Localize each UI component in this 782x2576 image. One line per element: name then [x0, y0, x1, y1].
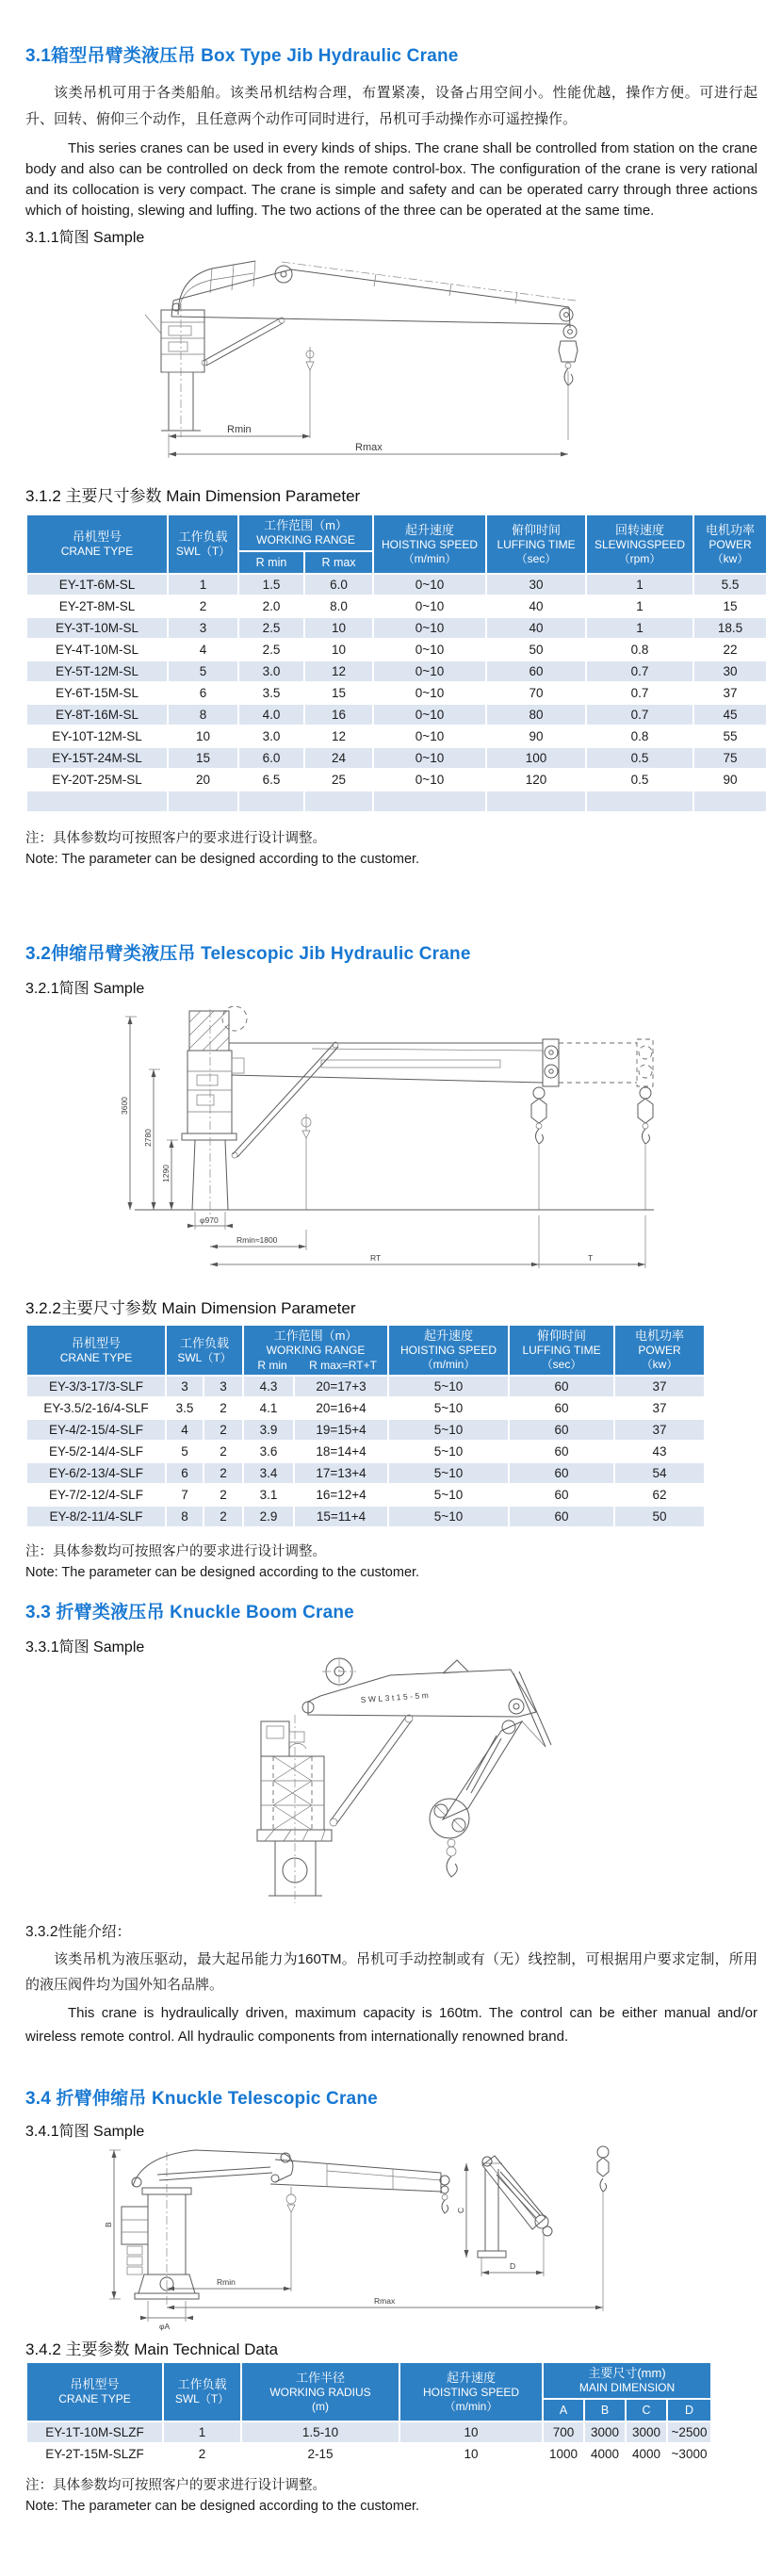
table-cell: ~3000 [667, 2443, 711, 2465]
table-cell: 62 [614, 1484, 705, 1506]
table-cell: 0~10 [373, 595, 486, 617]
table-cell: 16=12+4 [294, 1484, 388, 1506]
table-cell: 2 [204, 1506, 243, 1527]
table-cell: 43 [614, 1441, 705, 1462]
table-cell: 2.9 [243, 1506, 294, 1527]
table-cell: 3 [166, 1376, 204, 1397]
col-r-min: R min [257, 1359, 287, 1372]
table-cell: 60 [509, 1397, 614, 1419]
note-en: Note: The parameter can be designed according to the customer. [25, 1565, 420, 1580]
table-cell: 7 [166, 1484, 204, 1506]
table-cell: 2.0 [238, 595, 304, 617]
table-cell: EY-4/2-15/4-SLF [26, 1419, 166, 1441]
table-cell: 0.5 [586, 769, 693, 791]
table-header [26, 514, 767, 574]
table-cell: 10 [399, 2421, 543, 2443]
col-r-max: R max=RT+T [309, 1359, 377, 1372]
dim-label-d: D [510, 2261, 516, 2271]
table-cell: 4.0 [238, 704, 304, 726]
table-cell: EY-15T-24M-SL [26, 747, 168, 769]
table-cell: 30 [693, 660, 767, 682]
table-cell: 5 [168, 660, 238, 682]
table-cell: 60 [509, 1462, 614, 1484]
table-cell: 3 [168, 617, 238, 639]
table-cell: 80 [486, 704, 586, 726]
table-body [26, 1376, 705, 1527]
table-cell: 2 [204, 1419, 243, 1441]
crane-diagram-knuckle-boom [146, 1658, 758, 1909]
table-cell: 75 [693, 747, 767, 769]
table-cell: 16 [304, 704, 373, 726]
boom-label-swl: SWL3t15-5m [360, 1689, 432, 1704]
table-row [26, 1419, 705, 1441]
table-cell: 3000 [584, 2421, 626, 2443]
table-cell [26, 791, 168, 812]
table-cell: 50 [614, 1506, 705, 1527]
dim-label-c: C [456, 2207, 465, 2213]
table-cell: 2 [204, 1397, 243, 1419]
table-row [26, 1462, 705, 1484]
note-cn: 注：具体参数均可按照客户的要求进行设计调整。 [25, 1544, 326, 1559]
table-cell: 0.7 [586, 660, 693, 682]
table-cell: 40 [486, 595, 586, 617]
dim-label-2780: 2780 [143, 1129, 153, 1147]
table-cell: 8.0 [304, 595, 373, 617]
table-cell: 15 [168, 747, 238, 769]
col-main-dimension: 主要尺寸(mm) MAIN DIMENSION [543, 2362, 711, 2399]
table-cell: 3.5 [238, 682, 304, 704]
col-r-min: R min [238, 551, 304, 574]
table-cell [486, 791, 586, 812]
table-cell: 12 [304, 660, 373, 682]
table-row [26, 617, 767, 639]
table-cell: 2 [163, 2443, 241, 2465]
table-cell: 6.0 [238, 747, 304, 769]
table-cell: 3.9 [243, 1419, 294, 1441]
table-cell: 5.5 [693, 574, 767, 595]
table-cell: 70 [486, 682, 586, 704]
table-heading-3-4-2: 3.4.2 主要参数 Main Technical Data [25, 2340, 279, 2358]
table-row [26, 574, 767, 595]
table-cell: 10 [399, 2443, 543, 2465]
col-hoisting-speed: 起升速度 HOISTING SPEED （m/min） [399, 2362, 543, 2421]
table-cell: 3000 [626, 2421, 667, 2443]
table-cell: 20=17+3 [294, 1376, 388, 1397]
table-cell: 120 [486, 769, 586, 791]
table-cell: 4000 [626, 2443, 667, 2465]
table-cell: 90 [486, 726, 586, 747]
col-swl: 工作负载 SWL（T） [166, 1325, 243, 1376]
table-cell: 18=14+4 [294, 1441, 388, 1462]
table-cell [373, 791, 486, 812]
table-cell: 8 [168, 704, 238, 726]
table-cell: EY-10T-12M-SL [26, 726, 168, 747]
table-cell: 6.0 [304, 574, 373, 595]
table-cell: 45 [693, 704, 767, 726]
section-3-1-paragraph-en: This series cranes can be used in every kinds of ships. The crane shall be controlled from station on the crane body and also can be controlled on deck from the remote control-box. The configuration of the crane is very rational and its collocation is very compact. The crane is simple and safety and can be operated carry through three actions which of hoisting, slewing and luffing. The two actions of the three can be operated at the same time. [25, 140, 758, 219]
table-cell: 0~10 [373, 769, 486, 791]
col-luffing-time: 俯仰时间 LUFFING TIME （sec） [486, 514, 586, 574]
table-row [26, 2443, 711, 2465]
table-cell: EY-7/2-12/4-SLF [26, 1484, 166, 1506]
table-cell: 20=16+4 [294, 1397, 388, 1419]
section-3-1-paragraph-cn: 该类吊机可用于各类船舶。该类吊机结构合理，布置紧凑，设备占用空间小。性能优越，操作方便。可进行起升、回转、俯仰三个动作，且任意两个动作可同时进行，吊机可手动操作亦可遥控操作。 [25, 85, 758, 127]
table-cell: 37 [614, 1397, 705, 1419]
table-cell: 0~10 [373, 574, 486, 595]
note-cn: 注：具体参数均可按照客户的要求进行设计调整。 [25, 2478, 326, 2493]
col-swl: 工作负载 SWL（T） [163, 2362, 241, 2421]
table-cell: 0.5 [586, 747, 693, 769]
col-working-range: 工作范围（m） WORKING RANGE [238, 514, 373, 551]
table-heading-3-2-2: 3.2.2主要尺寸参数 Main Dimension Parameter [25, 1299, 356, 1317]
table-cell: 5~10 [388, 1441, 509, 1462]
table-cell: 37 [693, 682, 767, 704]
table-cell: 15 [693, 595, 767, 617]
table-cell: 0~10 [373, 726, 486, 747]
table-cell [168, 791, 238, 812]
table-cell: 3.0 [238, 726, 304, 747]
table-cell: 60 [509, 1419, 614, 1441]
table-cell: EY-3/3-17/3-SLF [26, 1376, 166, 1397]
table-cell: 40 [486, 617, 586, 639]
table-cell: 17=13+4 [294, 1462, 388, 1484]
table-cell: 3 [204, 1376, 243, 1397]
table-cell: 4.1 [243, 1397, 294, 1419]
table-cell: EY-1T-10M-SLZF [26, 2421, 163, 2443]
table-cell: 3.1 [243, 1484, 294, 1506]
table-row [26, 704, 767, 726]
table-cell: 100 [486, 747, 586, 769]
table-cell: 0.7 [586, 704, 693, 726]
col-crane-type: 吊机型号 CRANE TYPE [26, 2362, 163, 2421]
table-cell: 12 [304, 726, 373, 747]
table-cell: 20 [168, 769, 238, 791]
col-power: 电机功率 POWER （kw） [614, 1325, 705, 1376]
dim-label-b: B [104, 2222, 113, 2227]
table-cell: 3.4 [243, 1462, 294, 1484]
sample-label-3-3-1: 3.3.1简图 Sample [25, 1639, 145, 1655]
table-row [26, 1506, 705, 1527]
col-dim-b: B [584, 2399, 626, 2421]
table-cell: 90 [693, 769, 767, 791]
table-cell: 30 [486, 574, 586, 595]
table-cell: 60 [509, 1484, 614, 1506]
table-cell: 6.5 [238, 769, 304, 791]
col-crane-type: 吊机型号 CRANE TYPE [26, 1325, 166, 1376]
table-cell: 3.5 [166, 1397, 204, 1419]
note-en: Note: The parameter can be designed according to the customer. [25, 852, 420, 867]
table-cell: 60 [509, 1441, 614, 1462]
table-row [26, 1376, 705, 1397]
table-cell: 5~10 [388, 1419, 509, 1441]
table-cell: 0.8 [586, 639, 693, 660]
table-cell: 5~10 [388, 1506, 509, 1527]
note-en: Note: The parameter can be designed according to the customer. [25, 2499, 420, 2514]
table-cell: 60 [509, 1506, 614, 1527]
table-body [26, 574, 767, 812]
table-cell: EY-6/2-13/4-SLF [26, 1462, 166, 1484]
table-cell: 15 [304, 682, 373, 704]
table-cell: 0~10 [373, 660, 486, 682]
table-cell: 2-15 [241, 2443, 399, 2465]
table-cell [304, 791, 373, 812]
table-cell: EY-1T-6M-SL [26, 574, 168, 595]
table-cell: 4000 [584, 2443, 626, 2465]
dim-label-rmin-1800: Rmin≈1800 [236, 1235, 278, 1245]
table-cell: 4.3 [243, 1376, 294, 1397]
table-header [26, 2362, 711, 2421]
col-hoisting-speed: 起升速度 HOISTING SPEED （m/min） [373, 514, 486, 574]
table-cell: EY-2T-15M-SLZF [26, 2443, 163, 2465]
table-cell: 5~10 [388, 1376, 509, 1397]
dim-label-3600: 3600 [120, 1097, 129, 1115]
table-cell: 1000 [543, 2443, 584, 2465]
dim-label-phi970: φ970 [200, 1215, 219, 1225]
table-cell [586, 791, 693, 812]
table-row [26, 1484, 705, 1506]
table-cell: 5~10 [388, 1397, 509, 1419]
table-row [26, 2421, 711, 2443]
table-cell: 15=11+4 [294, 1506, 388, 1527]
crane-diagram-telescopic-jib [120, 1003, 758, 1272]
section-heading-3-1: 3.1箱型吊臂类液压吊 Box Type Jib Hydraulic Crane [25, 46, 459, 66]
table-cell: 5 [166, 1441, 204, 1462]
main-dimension-table-box-jib [25, 514, 768, 813]
table-cell: 6 [168, 682, 238, 704]
perf-paragraph-cn: 该类吊机为液压驱动，最大起吊能力为160TM。吊机可手动控制或有（无）线控制，可根据用户要求定制，所用的液压阀件均为国外知名品牌。 [25, 1951, 758, 1993]
col-r-max: R max [304, 551, 373, 574]
dim-label-t: T [588, 1253, 594, 1263]
table-cell: 37 [614, 1376, 705, 1397]
table-cell: 8 [166, 1506, 204, 1527]
table-cell: 4 [166, 1419, 204, 1441]
main-dimension-table-telescopic [25, 1324, 706, 1528]
table-row [26, 682, 767, 704]
table-cell: 60 [509, 1376, 614, 1397]
dim-label-1290: 1290 [161, 1165, 171, 1182]
table-cell: 1.5-10 [241, 2421, 399, 2443]
col-dim-c: C [626, 2399, 667, 2421]
table-cell: EY-20T-25M-SL [26, 769, 168, 791]
table-cell: EY-6T-15M-SL [26, 682, 168, 704]
table-cell: 2 [204, 1462, 243, 1484]
table-row [26, 1397, 705, 1419]
table-cell: 2 [168, 595, 238, 617]
table-body [26, 2421, 711, 2465]
table-cell: EY-3.5/2-16/4-SLF [26, 1397, 166, 1419]
table-cell [238, 791, 304, 812]
table-cell: 0.7 [586, 682, 693, 704]
table-cell: 60 [486, 660, 586, 682]
table-cell: 10 [304, 617, 373, 639]
table-cell: EY-5/2-14/4-SLF [26, 1441, 166, 1462]
table-cell: 0~10 [373, 682, 486, 704]
table-cell: 5~10 [388, 1462, 509, 1484]
perf-heading-3-3-2: 3.3.2性能介绍： [25, 1924, 131, 1940]
table-cell: 10 [168, 726, 238, 747]
dim-label-rmin: Rmin [217, 2277, 236, 2287]
dim-label-rt: RT [370, 1253, 382, 1263]
note-block-3 [25, 2475, 758, 2517]
table-cell: 1 [586, 574, 693, 595]
sample-label-3-2-1: 3.2.1简图 Sample [25, 981, 145, 997]
table-cell: 50 [486, 639, 586, 660]
col-swl: 工作负载 SWL（T） [168, 514, 238, 574]
section-heading-3-4: 3.4 折臂伸缩吊 Knuckle Telescopic Crane [25, 2089, 378, 2109]
table-cell: 0~10 [373, 639, 486, 660]
table-cell: 0~10 [373, 617, 486, 639]
table-row [26, 747, 767, 769]
table-cell: 5~10 [388, 1484, 509, 1506]
table-cell: 19=15+4 [294, 1419, 388, 1441]
table-cell: 54 [614, 1462, 705, 1484]
table-heading-3-1-2: 3.1.2 主要尺寸参数 Main Dimension Parameter [25, 487, 361, 505]
table-cell: 0~10 [373, 747, 486, 769]
table-header [26, 1325, 705, 1376]
table-cell: 1 [586, 617, 693, 639]
table-cell: 0.8 [586, 726, 693, 747]
table-cell: 24 [304, 747, 373, 769]
table-row [26, 639, 767, 660]
sample-label-3-4-1: 3.4.1简图 Sample [25, 2124, 145, 2140]
table-cell: EY-2T-8M-SL [26, 595, 168, 617]
table-cell: 3.6 [243, 1441, 294, 1462]
table-cell: 10 [304, 639, 373, 660]
table-cell: EY-5T-12M-SL [26, 660, 168, 682]
table-row [26, 1441, 705, 1462]
table-cell: 1 [163, 2421, 241, 2443]
table-cell: 18.5 [693, 617, 767, 639]
table-cell: 2.5 [238, 639, 304, 660]
note-block-1 [25, 828, 758, 870]
section-heading-3-3: 3.3 折臂类液压吊 Knuckle Boom Crane [25, 1603, 354, 1622]
table-cell: 1 [168, 574, 238, 595]
crane-diagram-knuckle-telescopic [101, 2143, 758, 2336]
section-heading-3-2: 3.2伸缩吊臂类液压吊 Telescopic Jib Hydraulic Crane [25, 944, 471, 964]
table-cell: 2 [204, 1441, 243, 1462]
col-crane-type: 吊机型号 CRANE TYPE [26, 514, 168, 574]
table-cell: 4 [168, 639, 238, 660]
table-row [26, 660, 767, 682]
col-working-range: 工作范围（m） WORKING RANGE R min R max=RT+T [243, 1325, 388, 1376]
col-dim-d: D [667, 2399, 711, 2421]
table-row [26, 595, 767, 617]
table-cell: 25 [304, 769, 373, 791]
table-cell [693, 791, 767, 812]
note-cn: 注：具体参数均可按照客户的要求进行设计调整。 [25, 831, 326, 846]
col-slewing-speed: 回转速度 SLEWINGSPEED （rpm） [586, 514, 693, 574]
table-cell: 1 [586, 595, 693, 617]
col-hoisting-speed: 起升速度 HOISTING SPEED （m/min） [388, 1325, 509, 1376]
table-cell: 2.5 [238, 617, 304, 639]
table-cell: ~2500 [667, 2421, 711, 2443]
perf-paragraph-en: This crane is hydraulically driven, maximum capacity is 160tm. The control can be either manual and/or wireless remote control. All hydraulic components from internationally renowned brand. [25, 2005, 758, 2045]
table-cell: EY-3T-10M-SL [26, 617, 168, 639]
col-dim-a: A [543, 2399, 584, 2421]
table-row [26, 726, 767, 747]
table-cell: 0~10 [373, 704, 486, 726]
crane-diagram-box-jib [140, 249, 758, 460]
col-working-radius: 工作半径 WORKING RADIUS (m) [241, 2362, 399, 2421]
dim-label-rmax: Rmax [374, 2296, 396, 2306]
table-cell: 22 [693, 639, 767, 660]
note-block-2 [25, 1541, 758, 1583]
table-cell: 6 [166, 1462, 204, 1484]
col-luffing-time: 俯仰时间 LUFFING TIME （sec） [509, 1325, 614, 1376]
table-row [26, 791, 767, 812]
table-cell: 3.0 [238, 660, 304, 682]
table-row [26, 769, 767, 791]
sample-label-3-1-1: 3.1.1简图 Sample [25, 230, 145, 246]
table-cell: EY-8/2-11/4-SLF [26, 1506, 166, 1527]
main-technical-data-table [25, 2361, 712, 2466]
table-cell: 2 [204, 1484, 243, 1506]
table-cell: 37 [614, 1419, 705, 1441]
dim-label-rmax: Rmax [355, 442, 383, 453]
table-cell: EY-4T-10M-SL [26, 639, 168, 660]
table-cell: EY-8T-16M-SL [26, 704, 168, 726]
dim-label-rmin: Rmin [227, 424, 252, 435]
table-cell: 55 [693, 726, 767, 747]
col-power: 电机功率 POWER （kw） [693, 514, 767, 574]
table-cell: 1.5 [238, 574, 304, 595]
dim-label-phia: φA [159, 2322, 171, 2331]
table-cell: 700 [543, 2421, 584, 2443]
